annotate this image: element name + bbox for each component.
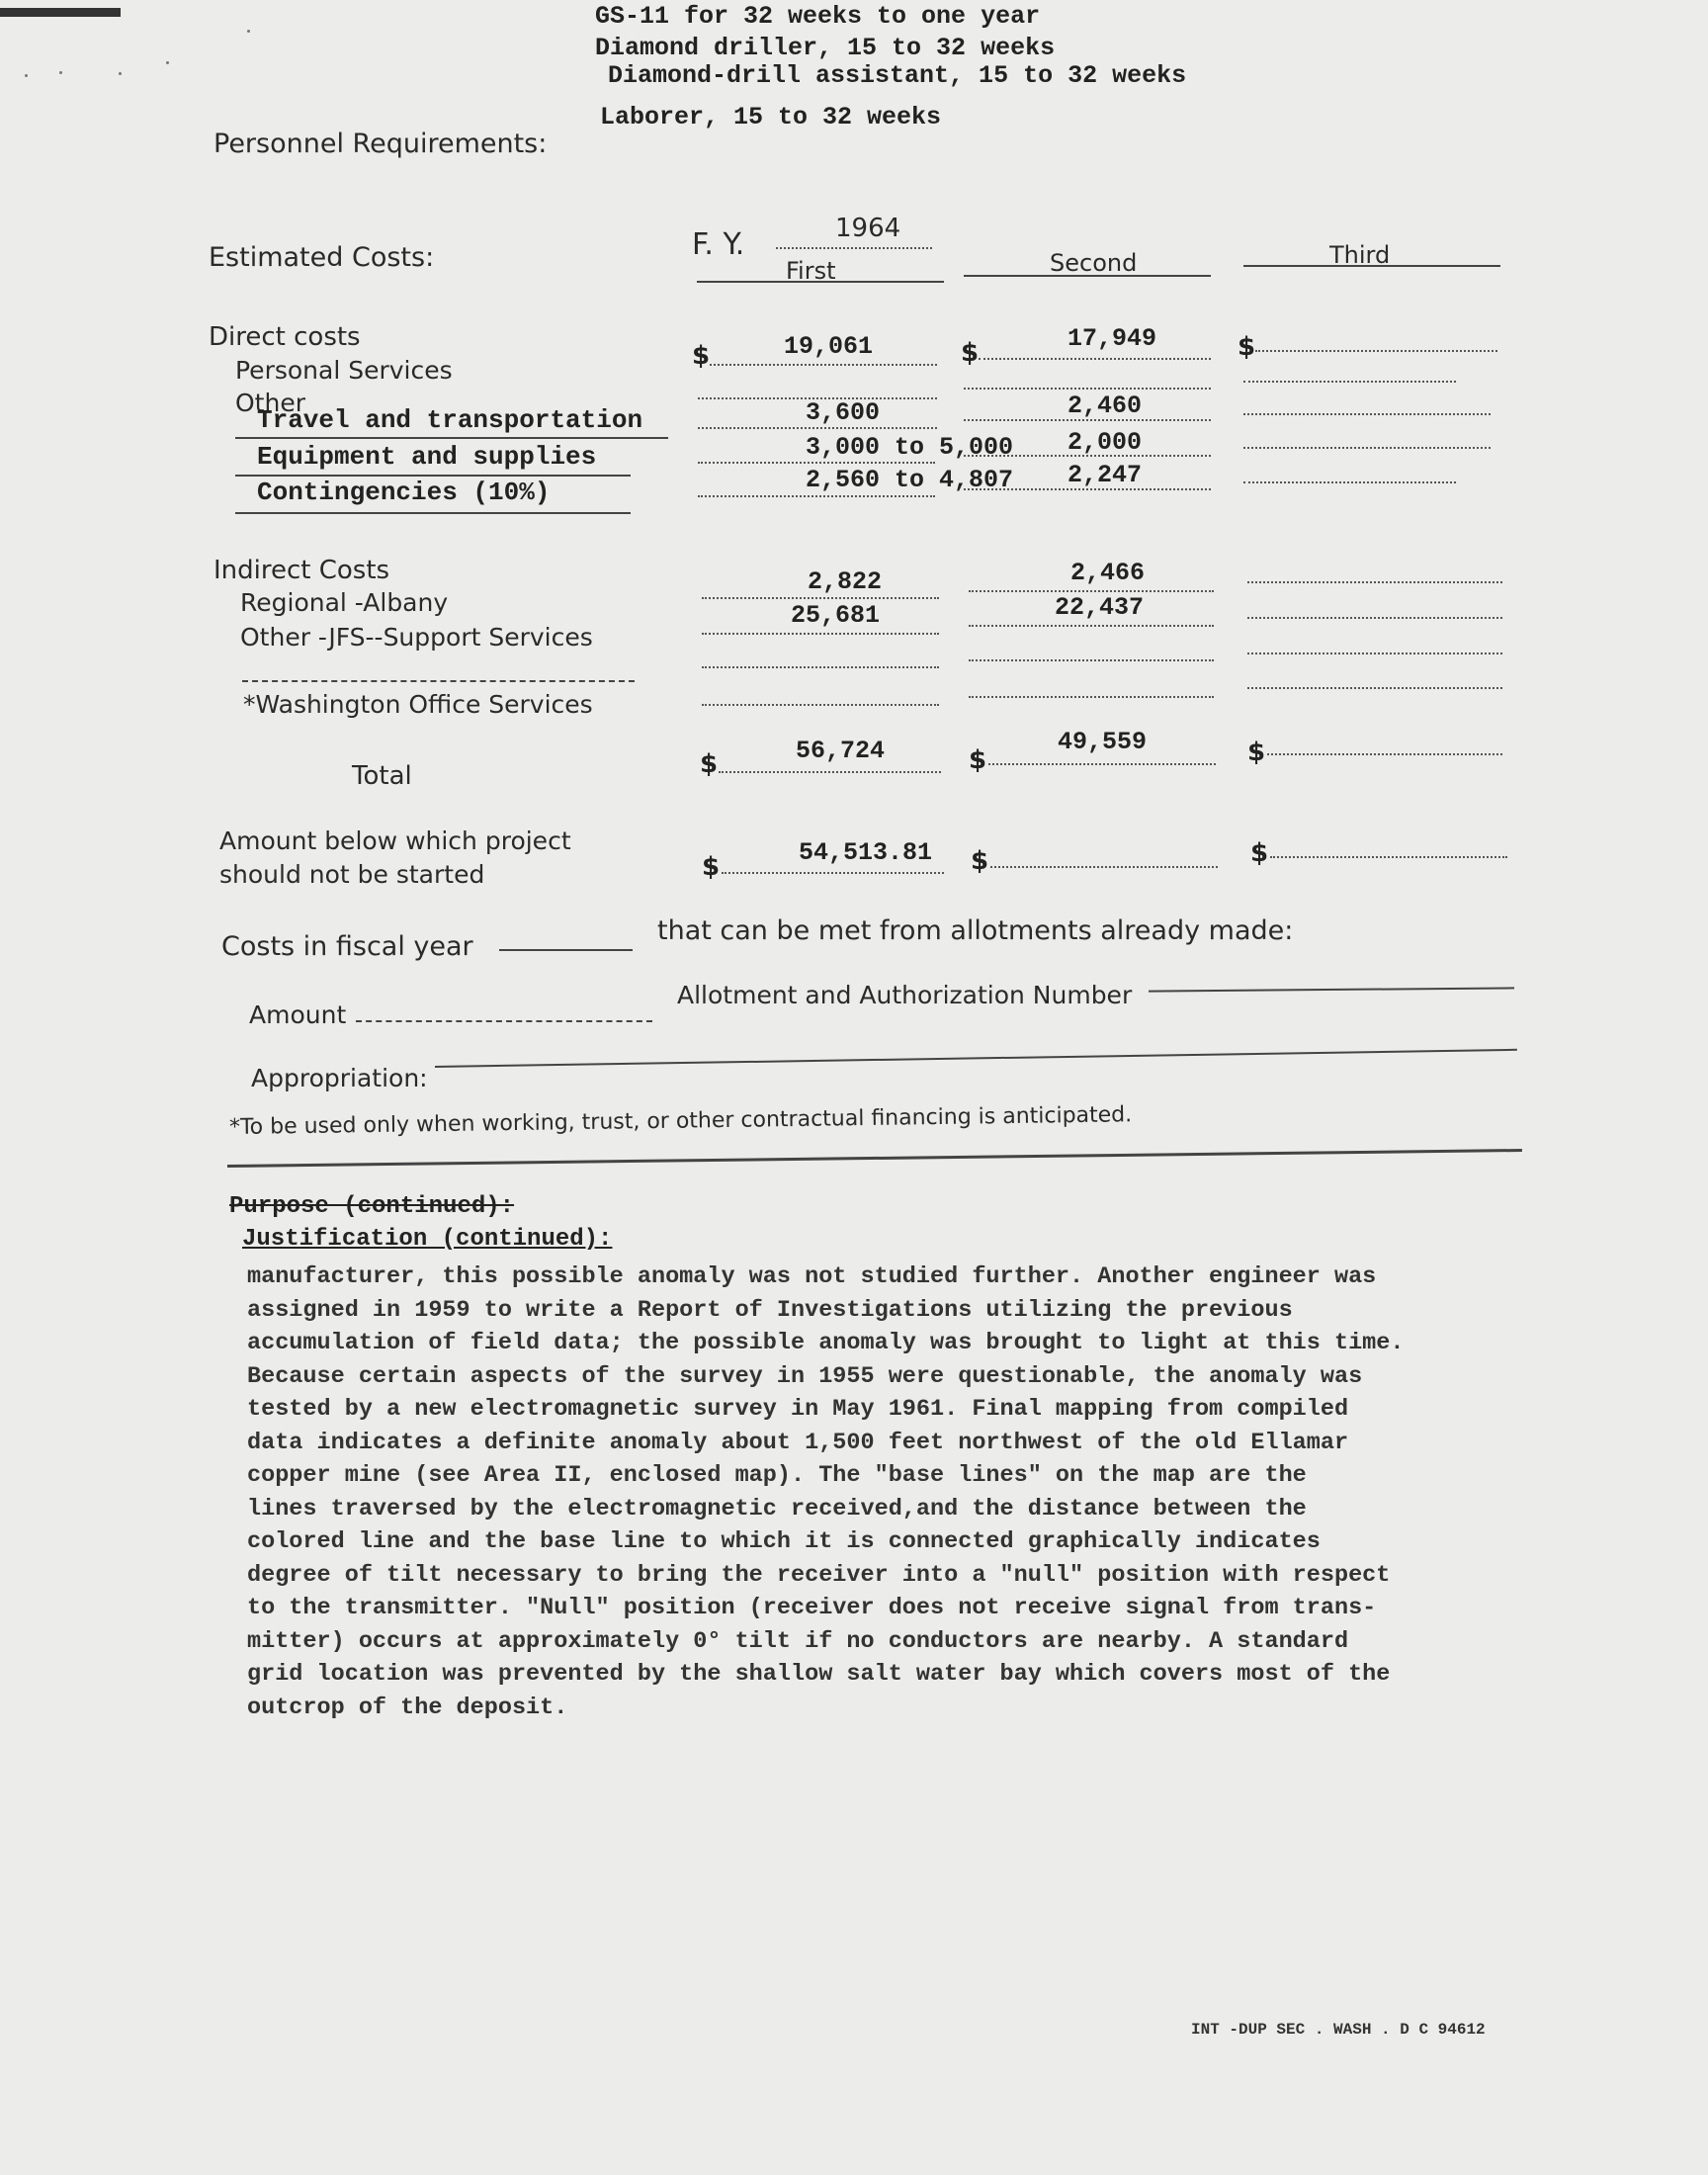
- other-support-second: 22,437: [1055, 593, 1145, 622]
- contingencies-label: Contingencies (10%): [257, 478, 551, 507]
- currency-sign: $: [700, 749, 719, 779]
- currency-sign: $: [1238, 332, 1256, 362]
- scan-speck: [25, 74, 28, 77]
- regional-first: 2,822: [808, 567, 883, 596]
- amount-below-label-2: should not be started: [219, 860, 485, 889]
- header-line-4: Laborer, 15 to 32 weeks: [600, 103, 942, 131]
- justification-line: grid location was prevented by the shallow salt water bay which covers most of the: [247, 1661, 1391, 1688]
- dotted-line: [1247, 581, 1502, 583]
- amount-below-first: 54,513.81: [799, 838, 933, 867]
- equipment-label: Equipment and supplies: [257, 442, 597, 472]
- dotted-line: [1247, 617, 1502, 619]
- dotted-line: [710, 364, 937, 366]
- justification-text: [247, 1261, 1631, 1724]
- dotted-line: [719, 771, 941, 773]
- dotted-line: [1243, 413, 1491, 415]
- blank-entry-line: [242, 680, 635, 682]
- justification-line: tested by a new electromagnetic survey in May 1961. Final mapping from compiled: [247, 1396, 1349, 1423]
- other-support-first: 25,681: [791, 601, 881, 630]
- justification-line: manufacturer, this possible anomaly was not studied further. Another engineer was: [247, 1263, 1377, 1290]
- currency-sign: $: [1247, 738, 1266, 767]
- justification-line: degree of tilt necessary to bring the receiver into a "null" position with respect: [247, 1561, 1391, 1589]
- costs-fiscal-year-label: Costs in fiscal year: [221, 931, 473, 962]
- fiscal-year-blank: [499, 949, 633, 951]
- footer-print-code: INT -DUP SEC . WASH . D C 94612: [1191, 2021, 1486, 2039]
- header-line-1: GS-11 for 32 weeks to one year: [595, 2, 1041, 31]
- column-second-underline: [964, 275, 1211, 277]
- dotted-line: [969, 659, 1214, 661]
- justification-line: copper mine (see Area II, enclosed map). The "base lines" on the map are the: [247, 1462, 1307, 1489]
- contingencies-first: 2,560 to 4,807: [806, 466, 1014, 494]
- dotted-line: [1243, 381, 1456, 383]
- column-first-underline: [697, 281, 944, 283]
- dotted-line: [969, 625, 1214, 627]
- dotted-line: [1255, 350, 1497, 352]
- washington-office-label: *Washington Office Services: [243, 690, 593, 719]
- regional-label: Regional -Albany: [240, 588, 449, 617]
- personal-services-label: Personal Services: [235, 356, 453, 385]
- total-second: 49,559: [1058, 728, 1148, 756]
- dotted-line: [964, 488, 1211, 490]
- justification-line: Because certain aspects of the survey in 1955 were questionable, the anomaly was: [247, 1362, 1363, 1390]
- dotted-line: [1270, 856, 1507, 858]
- column-second-heading: Second: [1050, 249, 1138, 277]
- purpose-label: Purpose (continued):: [229, 1193, 515, 1220]
- scan-speck: [119, 72, 122, 75]
- dotted-line: [964, 419, 1211, 421]
- justification-line: lines traversed by the electromagnetic received,and the distance between the: [247, 1495, 1307, 1522]
- indirect-costs-label: Indirect Costs: [214, 556, 390, 585]
- justification-line: colored line and the base line to which it is connected graphically indicates: [247, 1528, 1321, 1555]
- estimated-costs-label: Estimated Costs:: [209, 242, 435, 273]
- fy-dotted-line: [776, 247, 932, 249]
- dotted-line: [964, 388, 1211, 390]
- other-support-label: Other -JFS--Support Services: [240, 623, 593, 652]
- currency-sign: $: [702, 852, 721, 882]
- allotment-label: Allotment and Authorization Number: [677, 981, 1133, 1009]
- dotted-line: [969, 696, 1214, 698]
- column-first-heading: First: [786, 257, 836, 285]
- personnel-requirements-label: Personnel Requirements:: [214, 129, 548, 159]
- justification-line: assigned in 1959 to write a Report of Investigations utilizing the previous: [247, 1296, 1293, 1324]
- scan-corner-mark: [0, 8, 121, 17]
- justification-line: outcrop of the deposit.: [247, 1694, 568, 1721]
- appropriation-blank: [435, 1049, 1517, 1068]
- personal-services-first: 19,061: [784, 332, 874, 361]
- allotment-blank: [1149, 987, 1514, 992]
- travel-label: Travel and transportation: [257, 405, 643, 435]
- personal-services-second: 17,949: [1068, 324, 1157, 353]
- dotted-line: [1247, 652, 1502, 654]
- justification-line: data indicates a definite anomaly about 1,500 feet northwest of the old Ellamar: [247, 1429, 1349, 1456]
- direct-costs-label: Direct costs: [209, 322, 361, 352]
- fy-value: 1964: [835, 214, 901, 243]
- currency-sign: $: [1250, 838, 1269, 868]
- dotted-line: [1243, 447, 1491, 449]
- dotted-line: [722, 872, 944, 874]
- dotted-line: [1267, 753, 1502, 755]
- dotted-line: [1243, 481, 1456, 483]
- column-third-heading: Third: [1329, 241, 1391, 269]
- costs-fiscal-tail: that can be met from allotments already made:: [657, 915, 1294, 946]
- justification-line: mitter) occurs at approximately 0° tilt if no conductors are nearby. A standard: [247, 1627, 1349, 1655]
- dotted-line: [702, 597, 939, 599]
- column-third-underline: [1243, 265, 1500, 267]
- dotted-line: [990, 866, 1218, 868]
- justification-line: accumulation of field data; the possible anomaly was brought to light at this time.: [247, 1330, 1405, 1356]
- currency-sign: $: [969, 745, 987, 775]
- equipment-second: 2,000: [1068, 428, 1143, 457]
- total-first: 56,724: [796, 737, 886, 765]
- contingencies-underline: [235, 512, 631, 514]
- scan-speck: [166, 61, 169, 64]
- header-line-3: Diamond-drill assistant, 15 to 32 weeks: [608, 61, 1187, 90]
- equipment-first: 3,000 to 5,000: [806, 433, 1014, 462]
- amount-below-label-1: Amount below which project: [219, 826, 571, 855]
- scan-speck: [247, 30, 250, 33]
- regional-second: 2,466: [1070, 559, 1146, 587]
- dotted-line: [979, 358, 1211, 360]
- currency-sign: $: [692, 341, 711, 371]
- appropriation-label: Appropriation:: [251, 1064, 428, 1092]
- dotted-line: [698, 427, 937, 429]
- equipment-underline: [235, 475, 631, 477]
- dotted-line: [969, 590, 1214, 592]
- amount-blank: [356, 1020, 652, 1022]
- other-label: Other: [235, 389, 305, 417]
- footnote: *To be used only when working, trust, or other contractual financing is anticipated.: [228, 1102, 1133, 1140]
- justification-line: to the transmitter. "Null" position (receiver does not receive signal from trans-: [247, 1595, 1377, 1621]
- justification-label: Justification (continued):: [242, 1226, 613, 1253]
- dotted-line: [702, 666, 939, 668]
- fy-label: F. Y.: [692, 227, 745, 262]
- currency-sign: $: [971, 846, 989, 876]
- travel-underline: [235, 437, 668, 439]
- scan-speck: [59, 71, 62, 74]
- dotted-line: [698, 495, 935, 497]
- total-label: Total: [352, 761, 412, 791]
- dotted-line: [698, 462, 935, 464]
- contingencies-second: 2,247: [1068, 461, 1143, 489]
- amount-label: Amount: [249, 1000, 347, 1029]
- travel-first: 3,600: [806, 398, 881, 427]
- travel-second: 2,460: [1068, 392, 1143, 420]
- divider-rule: [227, 1149, 1522, 1168]
- dotted-line: [1247, 687, 1502, 689]
- currency-sign: $: [961, 338, 980, 368]
- header-line-2: Diamond driller, 15 to 32 weeks: [595, 34, 1056, 62]
- dotted-line: [988, 763, 1216, 765]
- dotted-line: [702, 633, 939, 635]
- dotted-line: [702, 704, 939, 706]
- dotted-line: [964, 455, 1211, 457]
